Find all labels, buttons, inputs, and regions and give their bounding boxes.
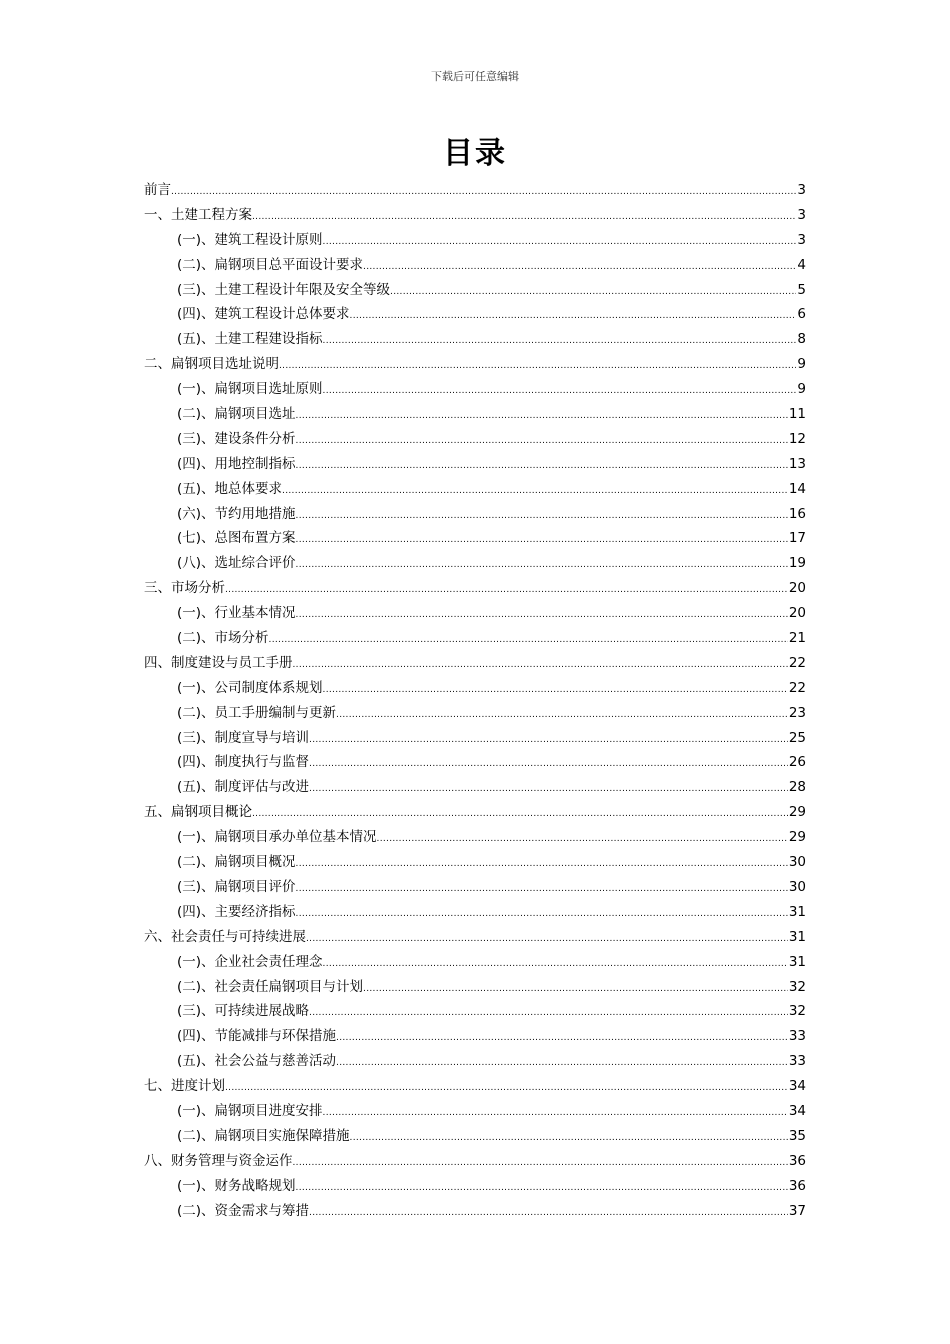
toc-entry[interactable] xyxy=(144,676,806,701)
toc-entry[interactable] xyxy=(144,526,806,551)
toc-entry-label: (四)、节能减排与环保措施 xyxy=(177,1028,337,1045)
toc-entry-label: (二)、扁钢项目概况 xyxy=(177,854,296,871)
toc-dot-leader xyxy=(323,678,788,703)
toc-entry-page-number: 5 xyxy=(797,281,806,298)
toc-dot-leader xyxy=(323,329,797,354)
toc-entry[interactable] xyxy=(144,601,806,626)
toc-entry-page-number: 36 xyxy=(788,1177,806,1194)
toc-entry-page-number: 32 xyxy=(788,1003,806,1020)
toc-entry-page-number: 28 xyxy=(788,779,806,796)
toc-entry-page-number: 33 xyxy=(788,1028,806,1045)
toc-dot-leader xyxy=(390,280,796,305)
toc-dot-leader xyxy=(296,404,788,429)
toc-entry[interactable] xyxy=(144,825,806,850)
toc-dot-leader xyxy=(296,1176,788,1201)
toc-dot-leader xyxy=(252,802,788,827)
toc-dot-leader xyxy=(296,553,788,578)
toc-entry-label: (二)、扁钢项目实施保障措施 xyxy=(177,1127,350,1144)
toc-entry-page-number: 31 xyxy=(788,903,806,920)
toc-entry[interactable] xyxy=(144,1024,806,1049)
toc-dot-leader xyxy=(296,902,788,927)
toc-entry-page-number: 11 xyxy=(788,406,806,423)
toc-entry-label: (四)、主要经济指标 xyxy=(177,903,296,920)
toc-entry-label: (一)、扁钢项目承办单位基本情况 xyxy=(177,829,377,846)
toc-entry[interactable] xyxy=(144,975,806,1000)
toc-entry-label: 一、土建工程方案 xyxy=(144,206,252,223)
toc-entry-page-number: 29 xyxy=(788,829,806,846)
toc-dot-leader xyxy=(309,1201,788,1226)
toc-entry-label: (二)、资金需求与筹措 xyxy=(177,1202,310,1219)
toc-entry-page-number: 20 xyxy=(788,580,806,597)
toc-entry-label: (三)、建设条件分析 xyxy=(177,430,296,447)
toc-entry-page-number: 9 xyxy=(797,356,806,373)
toc-dot-leader xyxy=(269,628,788,653)
toc-entry-page-number: 26 xyxy=(788,754,806,771)
toc-entry[interactable] xyxy=(144,1049,806,1074)
toc-entry-label: 四、制度建设与员工手册 xyxy=(144,654,293,671)
toc-entry-label: (七)、总图布置方案 xyxy=(177,530,296,547)
toc-entry[interactable] xyxy=(144,775,806,800)
toc-entry-page-number: 16 xyxy=(788,505,806,522)
toc-dot-leader xyxy=(350,1126,788,1151)
toc-entry-page-number: 17 xyxy=(788,530,806,547)
toc-dot-leader xyxy=(323,230,797,255)
toc-entry[interactable] xyxy=(144,327,806,352)
toc-entry[interactable] xyxy=(144,925,806,950)
toc-entry-page-number: 33 xyxy=(788,1053,806,1070)
toc-dot-leader xyxy=(336,703,788,728)
toc-entry[interactable] xyxy=(144,726,806,751)
toc-entry-label: 八、财务管理与资金运作 xyxy=(144,1152,293,1169)
toc-entry[interactable] xyxy=(144,626,806,651)
toc-entry-label: 三、市场分析 xyxy=(144,580,225,597)
toc-entry-page-number: 13 xyxy=(788,455,806,472)
toc-dot-leader xyxy=(296,429,788,454)
toc-entry-label: (三)、制度宣导与培训 xyxy=(177,729,310,746)
toc-entry[interactable] xyxy=(144,651,806,676)
toc-entry-label: (五)、土建工程建设指标 xyxy=(177,331,323,348)
toc-dot-leader xyxy=(309,728,788,753)
toc-entry-page-number: 3 xyxy=(797,182,806,198)
toc-entry-label: (一)、扁钢项目选址原则 xyxy=(177,381,323,398)
toc-entry[interactable] xyxy=(144,750,806,775)
toc-dot-leader xyxy=(252,205,796,230)
toc-entry[interactable] xyxy=(144,253,806,278)
toc-entry-label: (一)、公司制度体系规划 xyxy=(177,679,323,696)
toc-dot-leader xyxy=(336,1051,788,1076)
toc-entry-label: (四)、建筑工程设计总体要求 xyxy=(177,306,350,323)
toc-dot-leader xyxy=(350,304,797,329)
toc-entry[interactable] xyxy=(144,875,806,900)
toc-entry-page-number: 30 xyxy=(788,854,806,871)
toc-entry-label: (二)、市场分析 xyxy=(177,630,269,647)
toc-entry-page-number: 14 xyxy=(788,480,806,497)
toc-entry[interactable] xyxy=(144,1149,806,1174)
toc-dot-leader xyxy=(296,603,788,628)
toc-entry-label: (五)、地总体要求 xyxy=(177,480,283,497)
toc-dot-leader xyxy=(363,255,796,280)
toc-entry[interactable] xyxy=(144,576,806,601)
toc-entry[interactable] xyxy=(144,377,806,402)
toc-dot-leader xyxy=(323,1101,788,1126)
toc-entry[interactable] xyxy=(144,551,806,576)
page-title: 目录 xyxy=(443,136,507,171)
toc-entry[interactable] xyxy=(144,278,806,303)
toc-entry-page-number: 31 xyxy=(788,928,806,945)
toc-entry-page-number: 30 xyxy=(788,878,806,895)
toc-entry-page-number: 21 xyxy=(788,630,806,647)
toc-entry[interactable] xyxy=(144,1174,806,1199)
toc-entry-page-number: 9 xyxy=(797,381,806,398)
toc-dot-leader xyxy=(225,1076,788,1101)
toc-entry-page-number: 6 xyxy=(797,306,806,323)
toc-entry-label: (六)、节约用地措施 xyxy=(177,505,296,522)
toc-entry-label: (一)、建筑工程设计原则 xyxy=(177,231,323,248)
toc-dot-leader xyxy=(323,379,797,404)
toc-entry-page-number: 4 xyxy=(797,256,806,273)
toc-dot-leader xyxy=(171,180,796,205)
toc-entry-page-number: 34 xyxy=(788,1078,806,1095)
toc-entry[interactable] xyxy=(144,800,806,825)
toc-entry-label: (五)、社会公益与慈善活动 xyxy=(177,1053,337,1070)
toc-dot-leader xyxy=(293,1151,788,1176)
toc-dot-leader xyxy=(296,877,788,902)
toc-dot-leader xyxy=(296,528,788,553)
toc-entry-label: 前言 xyxy=(144,182,171,198)
toc-dot-leader xyxy=(309,752,788,777)
toc-entry-label: 七、进度计划 xyxy=(144,1078,225,1095)
toc-entry[interactable] xyxy=(144,402,806,427)
toc-entry[interactable] xyxy=(144,900,806,925)
toc-dot-leader xyxy=(309,777,788,802)
toc-entry[interactable] xyxy=(144,701,806,726)
toc-dot-leader xyxy=(225,578,788,603)
toc-entry-label: (四)、制度执行与监督 xyxy=(177,754,310,771)
toc-dot-leader xyxy=(293,653,788,678)
toc-entry[interactable] xyxy=(144,302,806,327)
toc-entry[interactable] xyxy=(144,477,806,502)
toc-entry[interactable] xyxy=(144,1099,806,1124)
toc-entry-page-number: 34 xyxy=(788,1102,806,1119)
toc-entry-label: (一)、扁钢项目进度安排 xyxy=(177,1102,323,1119)
toc-entry-label: (五)、制度评估与改进 xyxy=(177,779,310,796)
toc-entry-page-number: 29 xyxy=(788,804,806,821)
toc-entry[interactable] xyxy=(144,427,806,452)
toc-entry-label: (二)、扁钢项目选址 xyxy=(177,406,296,423)
toc-entry[interactable] xyxy=(144,850,806,875)
toc-dot-leader xyxy=(363,977,788,1002)
toc-entry[interactable] xyxy=(144,228,806,253)
toc-entry-page-number: 23 xyxy=(788,704,806,721)
toc-entry-page-number: 31 xyxy=(788,953,806,970)
toc-entry-label: (一)、企业社会责任理念 xyxy=(177,953,323,970)
toc-entry-label: (二)、社会责任扁钢项目与计划 xyxy=(177,978,364,995)
toc-dot-leader xyxy=(296,504,788,529)
toc-entry-page-number: 19 xyxy=(788,555,806,572)
toc-entry-page-number: 32 xyxy=(788,978,806,995)
toc-dot-leader xyxy=(282,479,788,504)
toc-entry-page-number: 36 xyxy=(788,1152,806,1169)
toc-entry[interactable] xyxy=(144,1199,806,1224)
toc-dot-leader xyxy=(323,952,788,977)
toc-dot-leader xyxy=(336,1026,788,1051)
toc-entry-page-number: 22 xyxy=(788,679,806,696)
toc-entry-page-number: 8 xyxy=(797,331,806,348)
toc-entry[interactable] xyxy=(144,1074,806,1099)
toc-entry-page-number: 25 xyxy=(788,729,806,746)
toc-dot-leader xyxy=(377,827,788,852)
toc-entry-label: (三)、土建工程设计年限及安全等级 xyxy=(177,281,391,298)
toc-entry[interactable] xyxy=(144,1124,806,1149)
toc-entry[interactable] xyxy=(144,452,806,477)
toc-entry-label: (四)、用地控制指标 xyxy=(177,455,296,472)
toc-entry[interactable] xyxy=(144,203,806,228)
toc-dot-leader xyxy=(296,454,788,479)
toc-entry-page-number: 37 xyxy=(788,1202,806,1219)
toc-dot-leader xyxy=(309,1001,788,1026)
toc-entry-label: (三)、可持续进展战略 xyxy=(177,1003,310,1020)
toc-dot-leader xyxy=(279,354,796,379)
toc-entry-label: (八)、选址综合评价 xyxy=(177,555,296,572)
toc-entry[interactable] xyxy=(144,999,806,1024)
toc-entry[interactable] xyxy=(144,352,806,377)
toc-entry-label: (一)、行业基本情况 xyxy=(177,605,296,622)
page-header: 下载后可任意编辑 xyxy=(431,70,519,83)
toc-dot-leader xyxy=(306,927,788,952)
toc-entry-page-number: 35 xyxy=(788,1127,806,1144)
toc-entry-page-number: 22 xyxy=(788,654,806,671)
toc-entry-label: 五、扁钢项目概论 xyxy=(144,804,252,821)
toc-entry-label: (二)、扁钢项目总平面设计要求 xyxy=(177,256,364,273)
toc-entry-label: (一)、财务战略规划 xyxy=(177,1177,296,1194)
toc-entry-page-number: 3 xyxy=(797,231,806,248)
toc-entry-label: 六、社会责任与可持续进展 xyxy=(144,928,306,945)
toc-entry[interactable] xyxy=(144,178,806,203)
toc-entry-label: (二)、员工手册编制与更新 xyxy=(177,704,337,721)
toc-entry-page-number: 12 xyxy=(788,430,806,447)
toc-entry[interactable] xyxy=(144,502,806,527)
toc-entry-page-number: 3 xyxy=(797,206,806,223)
toc-entry-label: (三)、扁钢项目评价 xyxy=(177,878,296,895)
toc-entry-page-number: 20 xyxy=(788,605,806,622)
toc-entry[interactable] xyxy=(144,950,806,975)
toc-entry-label: 二、扁钢项目选址说明 xyxy=(144,356,279,373)
table-of-contents xyxy=(144,178,806,1223)
toc-dot-leader xyxy=(296,852,788,877)
